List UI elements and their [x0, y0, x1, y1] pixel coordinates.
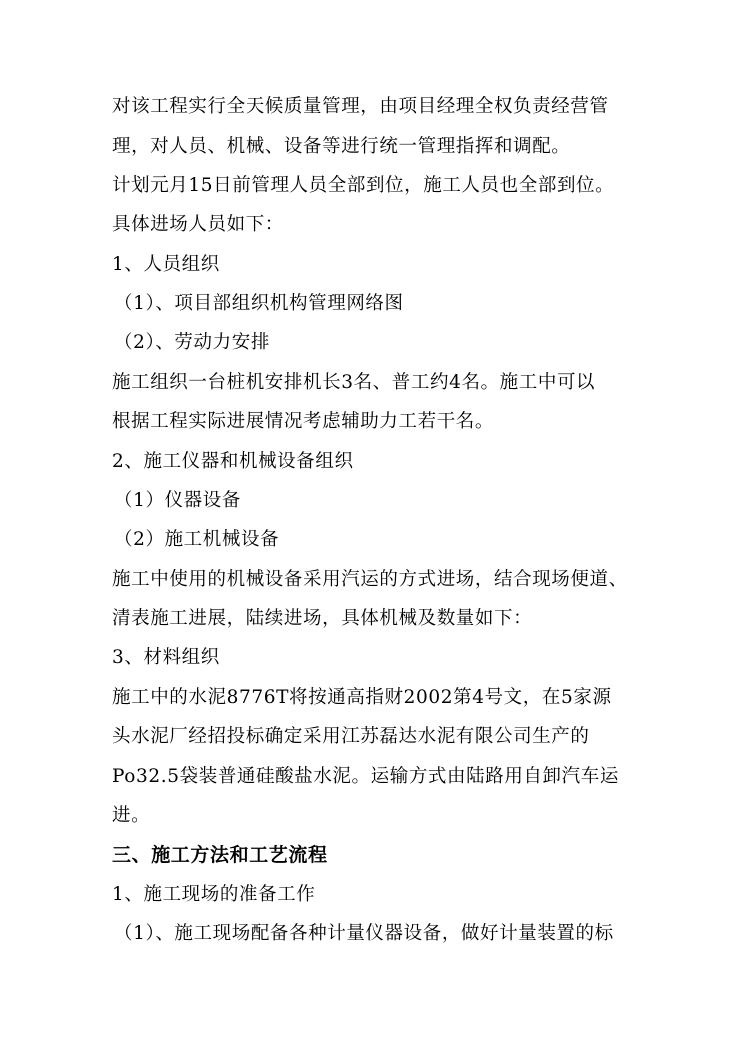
section-heading: 3、材料组织 — [112, 647, 220, 668]
paragraph-line: 根据工程实际进展情况考虑辅助力工若干名。 — [112, 411, 495, 432]
paragraph-line: 施工中使用的机械设备采用汽运的方式进场，结合现场便道、 — [112, 569, 628, 590]
paragraph-line: 理，对人员、机械、设备等进行统一管理指挥和调配。 — [112, 136, 571, 157]
paragraph-line: （1）、施工现场配备各种计量仪器设备，做好计量装置的标 — [114, 923, 614, 944]
paragraph-line: 进。 — [112, 805, 151, 826]
paragraph-line: Po32.5袋装普通硅酸盐水泥。运输方式由陆路用自卸汽车运 — [112, 766, 619, 787]
paragraph-line: 计划元月15日前管理人员全部到位，施工人员也全部到位。 — [112, 175, 615, 196]
paragraph-line: 清表施工进展，陆续进场，具体机械及数量如下： — [112, 608, 533, 629]
subsection-heading: （2）施工机械设备 — [114, 529, 280, 550]
chapter-heading: 三、施工方法和工艺流程 — [112, 844, 328, 866]
subsection-heading: （1）仪器设备 — [114, 490, 241, 511]
paragraph-line: 具体进场人员如下： — [112, 214, 284, 235]
paragraph-line: 对该工程实行全天候质量管理，由项目经理全权负责经营管 — [112, 96, 609, 117]
section-heading: 2、施工仪器和机械设备组织 — [112, 451, 354, 472]
paragraph-line: 施工中的水泥8776T将按通高指财2002第4号文，在5家源 — [112, 687, 612, 708]
section-heading: 1、施工现场的准备工作 — [112, 884, 316, 905]
subsection-heading: （2）、劳动力安排 — [114, 332, 270, 353]
subsection-heading: （1）、项目部组织机构管理网络图 — [114, 293, 404, 314]
paragraph-line: 头水泥厂经招投标确定采用江苏磊达水泥有限公司生产的 — [112, 726, 590, 747]
paragraph-line: 施工组织一台桩机安排机长3名、普工约4名。施工中可以 — [112, 372, 596, 393]
section-heading: 1、人员组织 — [112, 254, 220, 275]
